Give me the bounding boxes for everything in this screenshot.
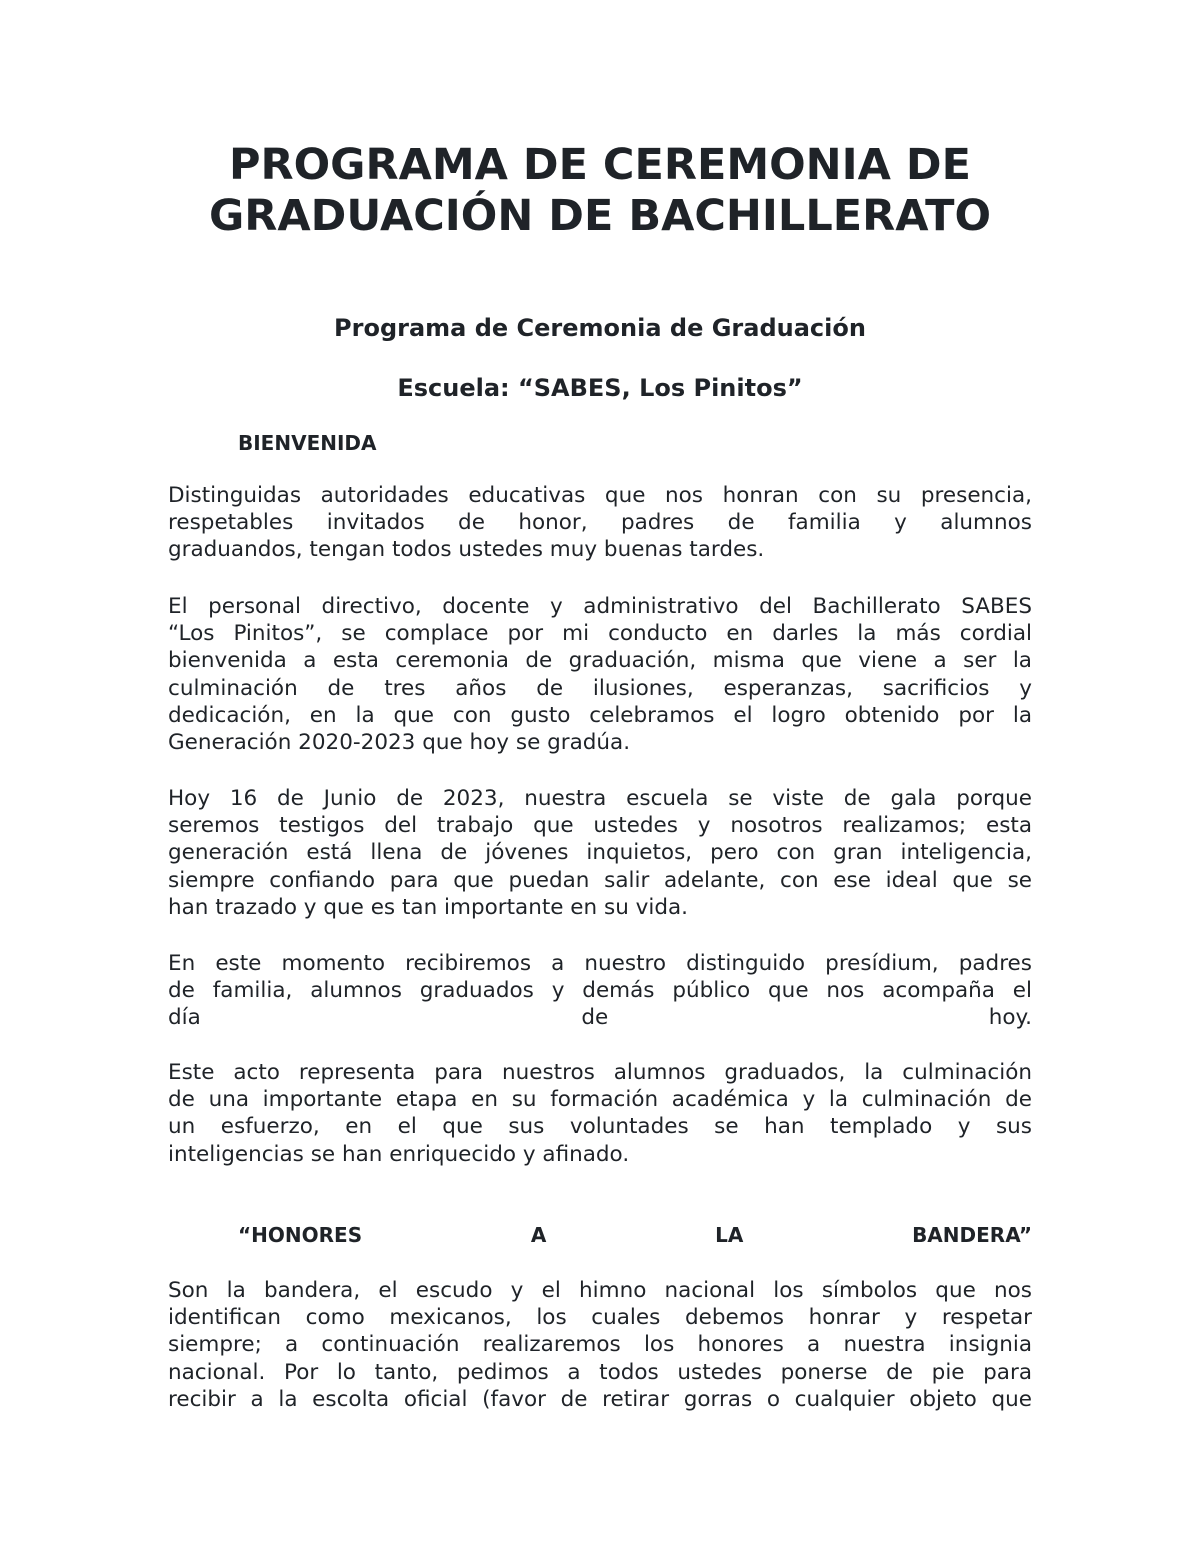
paragraph-staff <box>168 593 1032 756</box>
paragraph-line: de familia, alumnos graduados y demás público que nos acompaña el <box>168 978 1032 1004</box>
paragraph-line: inteligencias se han enriquecido y afinado. <box>168 1141 630 1167</box>
paragraph-line: seremos testigos del trabajo que ustedes y nosotros realizamos; esta <box>168 813 1032 839</box>
paragraph-line: de una importante etapa en su formación académica y la culminación de <box>168 1087 1032 1113</box>
paragraph-line: Este acto representa para nuestros alumnos graduados, la culminación <box>168 1060 1032 1085</box>
paragraph-line: siempre; a continuación realizaremos los honores a nuestra insignia <box>168 1332 1032 1358</box>
paragraph-line: Son la bandera, el escudo y el himno nacional los símbolos que nos <box>168 1278 1032 1303</box>
section-heading-honores <box>238 1222 1032 1248</box>
paragraph-line: nacional. Por lo tanto, pedimos a todos ustedes ponerse de pie para <box>168 1359 1032 1385</box>
heading-word: LA <box>715 1223 744 1247</box>
paragraph-line: respetables invitados de honor, padres de familia y alumnos <box>168 510 1032 536</box>
paragraph-line: graduandos, tengan todos ustedes muy buenas tardes. <box>168 537 765 563</box>
paragraph-line: culminación de tres años de ilusiones, esperanzas, sacrificios y <box>168 675 1032 701</box>
paragraph-line: “Los Pinitos”, se complace por mi conducto en darles la más cordial <box>168 621 1032 647</box>
paragraph-line: un esfuerzo, en el que sus voluntades se han templado y sus <box>168 1114 1032 1140</box>
paragraph-line: Hoy 16 de Junio de 2023, nuestra escuela se viste de gala porque <box>168 786 1032 811</box>
word: de <box>581 1005 609 1031</box>
paragraph-line: bienvenida a esta ceremonia de graduación, misma que viene a ser la <box>168 648 1032 674</box>
paragraph-line: generación está llena de jóvenes inquietos, pero con gran inteligencia, <box>168 840 1032 866</box>
document-title-line-2: GRADUACIÓN DE BACHILLERATO <box>208 191 992 241</box>
word: hoy. <box>988 1005 1032 1031</box>
paragraph-line: identifican como mexicanos, los cuales debemos honrar y respetar <box>168 1305 1032 1331</box>
program-subtitle: Programa de Ceremonia de Graduación <box>334 314 866 342</box>
paragraph-act <box>168 1059 1032 1168</box>
section-heading-bienvenida: BIENVENIDA <box>238 431 377 455</box>
paragraph-date <box>168 785 1032 921</box>
paragraph-line: El personal directivo, docente y administrativo del Bachillerato SABES <box>168 594 1032 619</box>
paragraph-line-justified <box>168 1004 1032 1031</box>
word: día <box>168 1005 201 1031</box>
paragraph-welcome <box>168 482 1032 564</box>
paragraph-line: Generación 2020-2023 que hoy se gradúa. <box>168 729 631 755</box>
paragraph-line: recibir a la escolta oficial (favor de retirar gorras o cualquier objeto que <box>168 1386 1032 1412</box>
paragraph-line: Distinguidas autoridades educativas que nos honran con su presencia, <box>168 483 1032 508</box>
document-title-line-1: PROGRAMA DE CEREMONIA DE <box>228 140 971 190</box>
paragraph-line: siempre confiando para que puedan salir adelante, con ese ideal que se <box>168 867 1032 893</box>
school-name: Escuela: “SABES, Los Pinitos” <box>397 374 803 402</box>
paragraph-line: En este momento recibiremos a nuestro distinguido presídium, padres <box>168 951 1032 976</box>
paragraph-presidium <box>168 950 1032 1032</box>
paragraph-symbols <box>168 1277 1032 1413</box>
heading-word: A <box>530 1223 547 1247</box>
heading-word: BANDERA” <box>912 1223 1032 1247</box>
heading-word: “HONORES <box>238 1223 363 1247</box>
paragraph-line: dedicación, en la que con gusto celebramos el logro obtenido por la <box>168 702 1032 728</box>
paragraph-line: han trazado y que es tan importante en su vida. <box>168 894 689 920</box>
